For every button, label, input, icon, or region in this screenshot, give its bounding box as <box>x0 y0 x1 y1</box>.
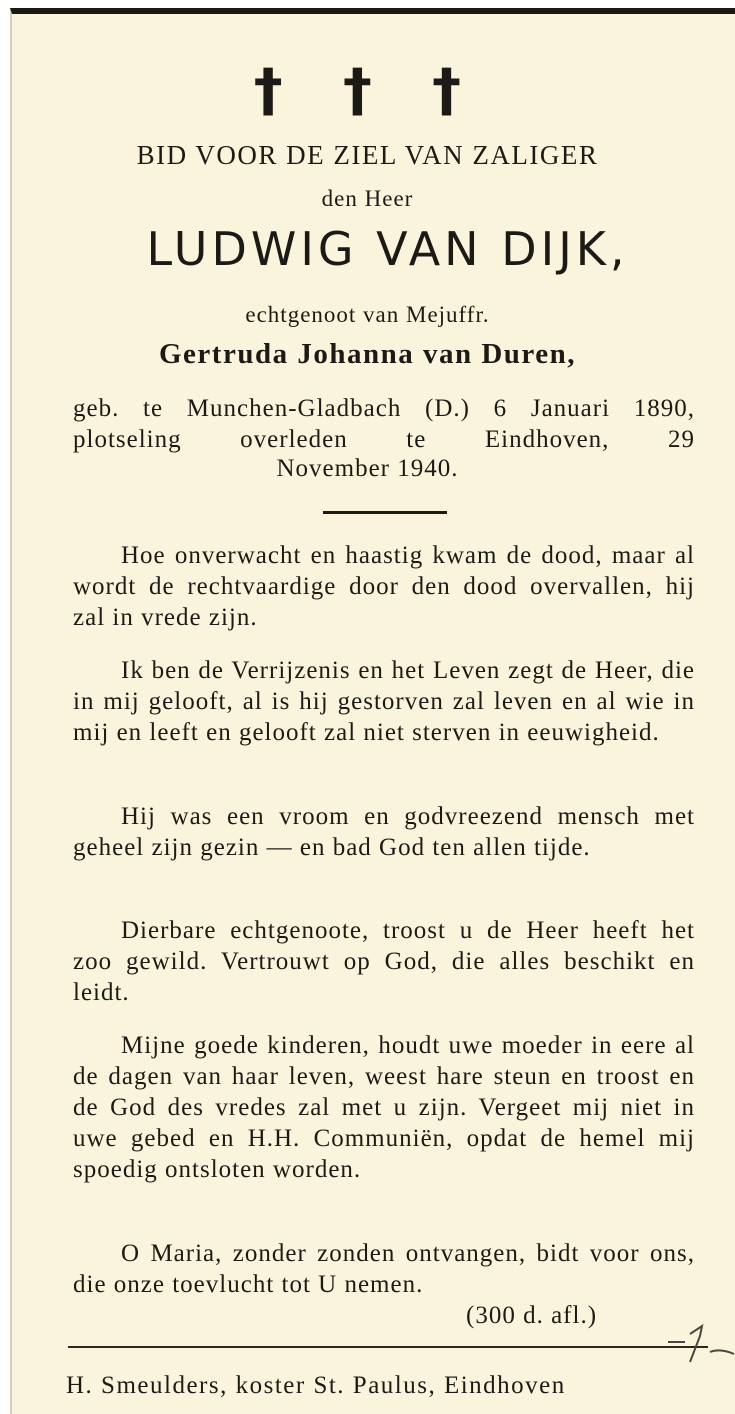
indulgence-note: (300 d. afl.) <box>466 1302 598 1329</box>
three-crosses-icon: † † † <box>253 56 482 124</box>
death-date: November 1940. <box>276 455 459 482</box>
deceased-name: LUDWIG VAN DIJK, <box>146 222 629 276</box>
paragraph-1: Hoe onverwacht en haastig kwam de dood, maar al wordt de rechtvaardige door den dood overvallen, hij zal in vrede zijn. <box>73 542 695 631</box>
paragraph-6: O Maria, zonder zonden ontvangen, bidt voor ons, die onze toevlucht tot U nemen. <box>73 1240 695 1298</box>
footer-rule <box>68 1346 708 1348</box>
paragraph-4: Dierbare echtgenoote, troost u de Heer heeft het zoo gewild. Vertrouwt op God, die alles beschikt en leidt. <box>73 917 695 1006</box>
prayer-line: BID VOOR DE ZIEL VAN ZALIGER <box>136 140 599 170</box>
paragraph-3: Hij was een vroom en godvreezend mensch met geheel zijn gezin — en bad God ten allen tijde. <box>73 803 695 861</box>
spouse-intro: echtgenoot van Mejuffr. <box>245 302 490 327</box>
title-line: den Heer <box>321 186 414 211</box>
pencil-mark-icon <box>660 1322 735 1372</box>
birth-death-text: geb. te Munchen-Gladbach (D.) 6 Januari 1890, plotseling overleden te Eindhoven, 29 <box>73 395 695 453</box>
paragraph-2: Ik ben de Verrijzenis en het Leven zegt de Heer, die in mij gelooft, al is hij gestorven zal leven en al wie in mij en leeft en gelooft zal niet sterven in eeuwigheid. <box>73 657 695 746</box>
spouse-name: Gertruda Johanna van Duren, <box>158 338 577 370</box>
divider <box>323 511 447 514</box>
printer-credit: H. Smeulders, koster St. Paulus, Eindhoven <box>66 1372 566 1399</box>
paragraph-5: Mijne goede kinderen, houdt uwe moeder in eere al de dagen van haar leven, weest hare steun en troost en de God des vredes zal met u zijn. Vergeet mij niet in uwe gebed en H.H. Communiën, opdat de hemel mij spoedig ontsloten worden. <box>73 1032 695 1183</box>
